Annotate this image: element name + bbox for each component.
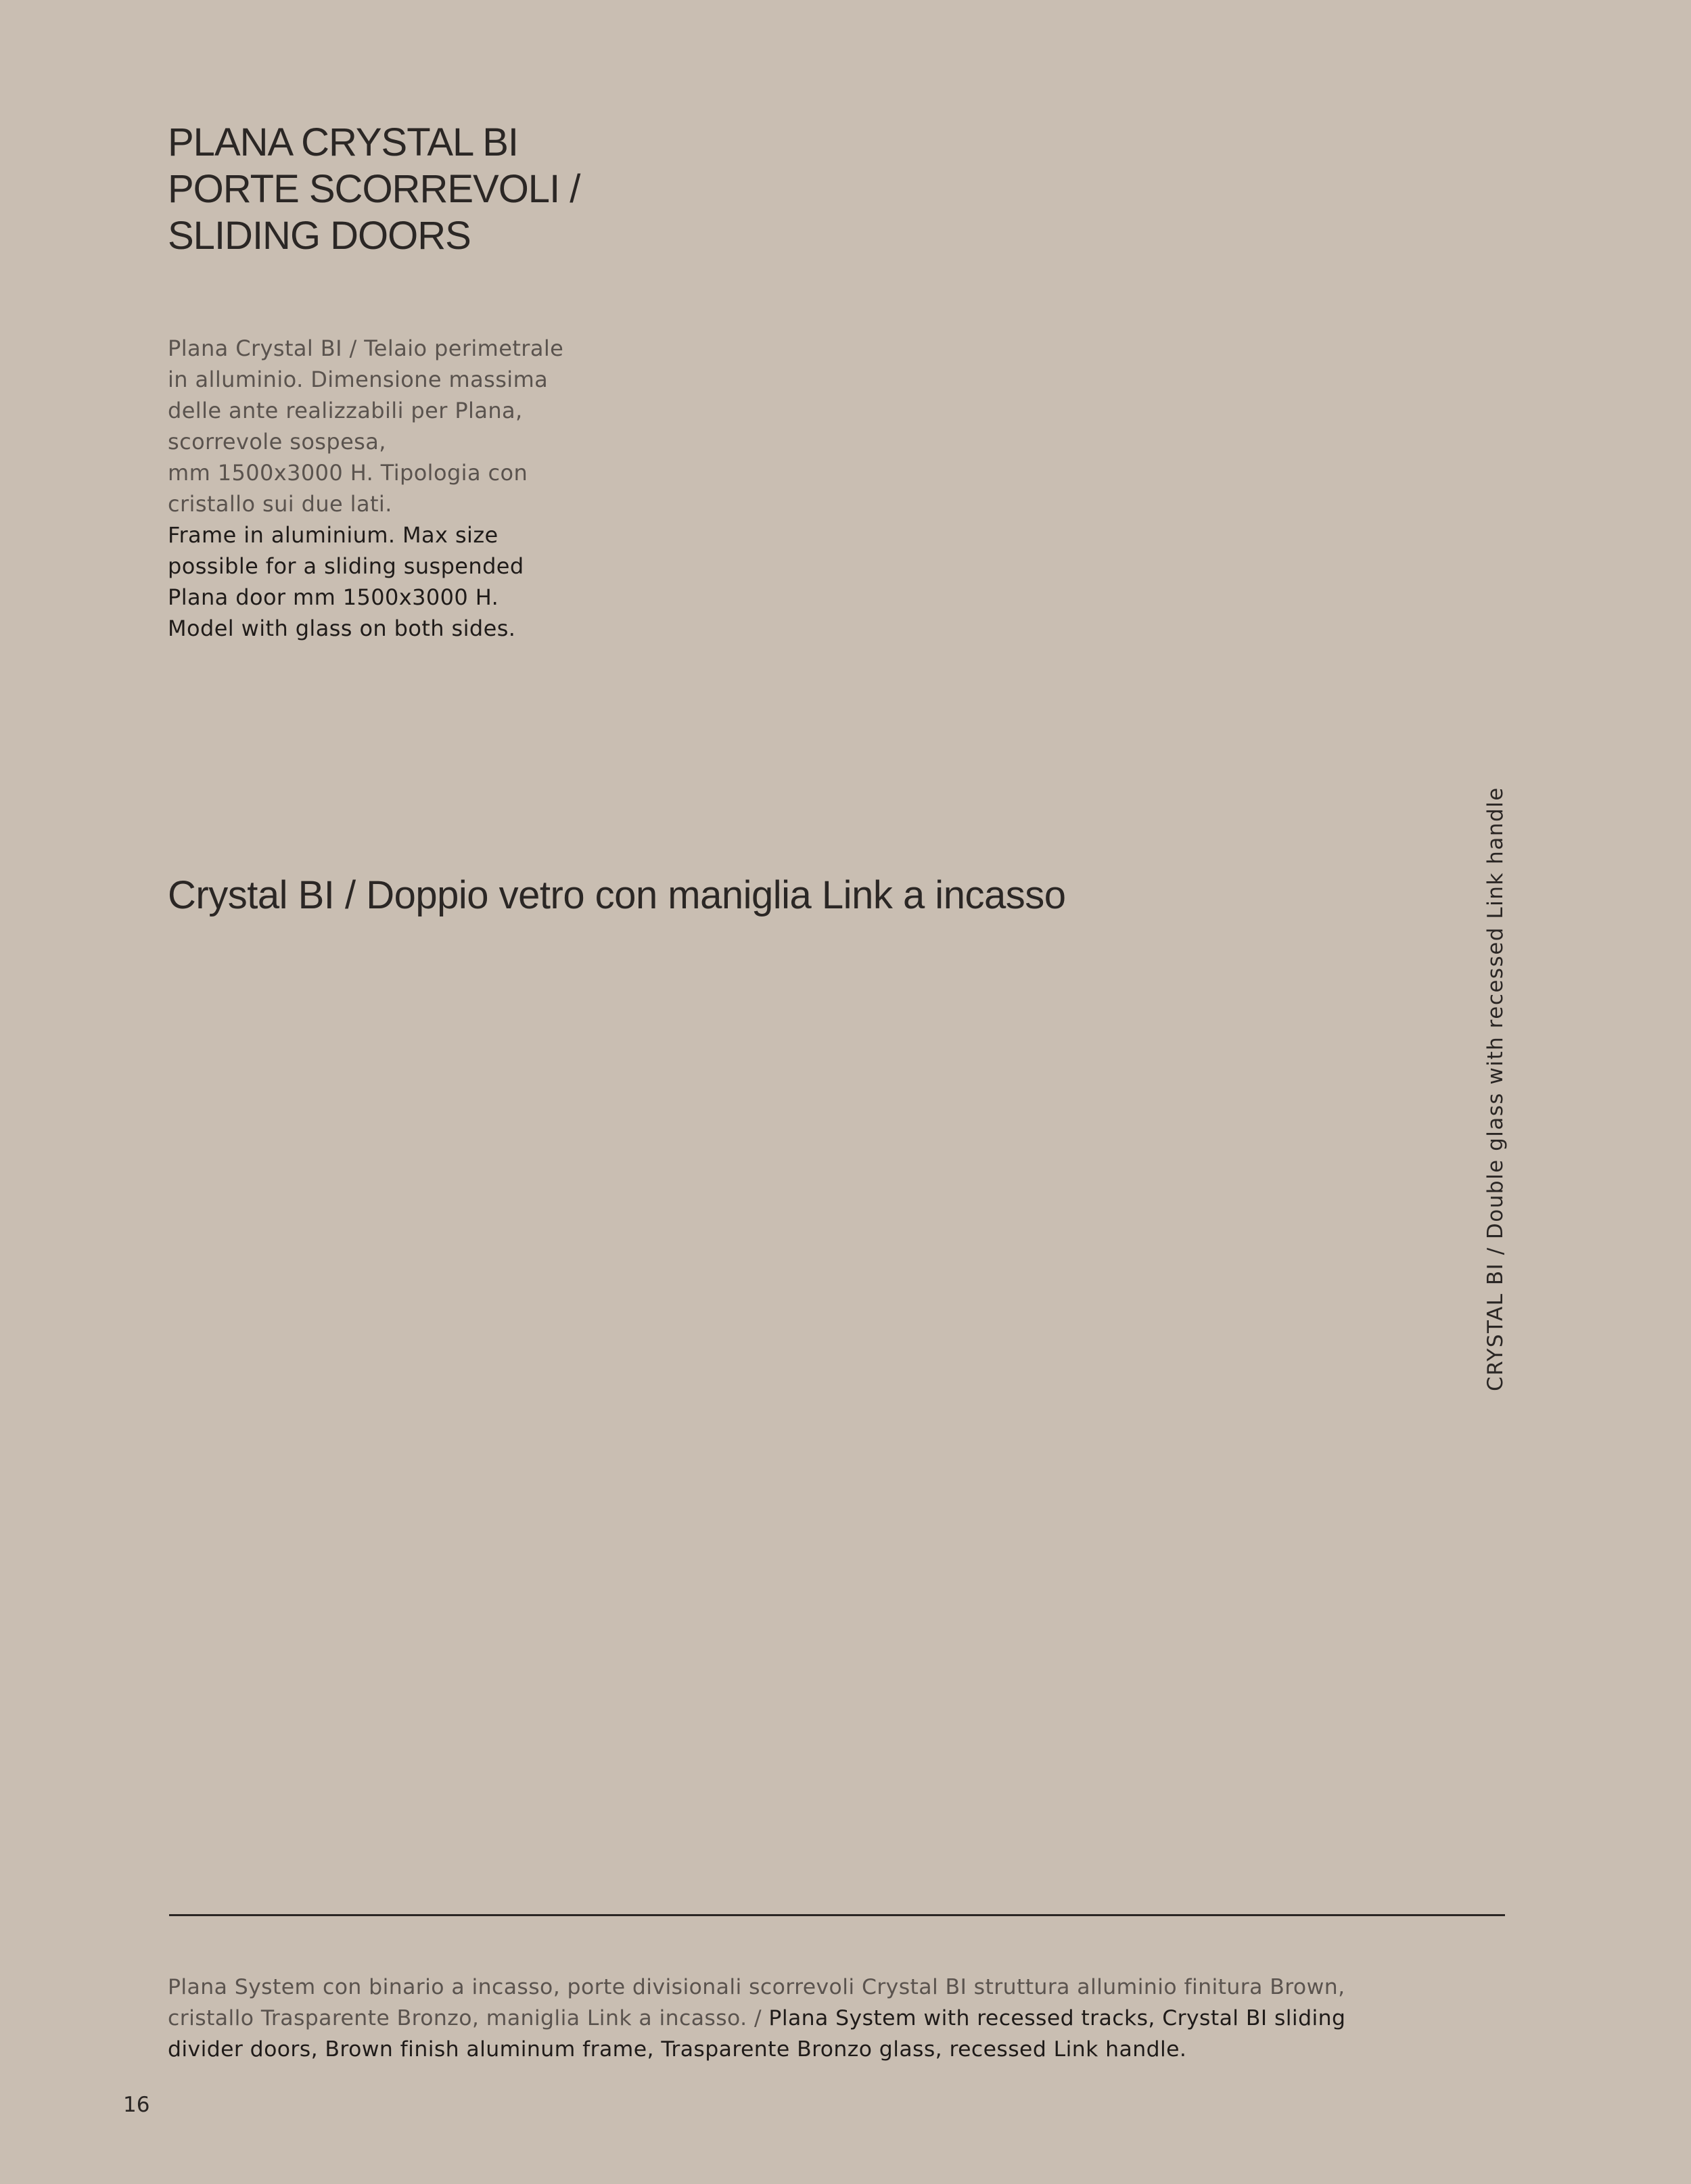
caption-line-2-it: cristallo Trasparente Bronzo, maniglia Link a incasso. / <box>168 2006 769 2030</box>
side-label: CRYSTAL BI / Double glass with recessed Link handle <box>1483 787 1508 1391</box>
description-en-line: Model with glass on both sides. <box>168 615 516 641</box>
description-en-line: possible for a sliding suspended <box>168 553 524 579</box>
caption-line-3: divider doors, Brown finish aluminum frame, Trasparente Bronzo glass, recessed Link handle. <box>168 2037 1187 2062</box>
page-number: 16 <box>123 2093 150 2117</box>
caption-divider <box>169 1914 1505 1916</box>
section-subtitle: Crystal BI / Doppio vetro con maniglia Link a incasso <box>168 873 1066 917</box>
page-title <box>168 119 580 259</box>
description-it-line: in alluminio. Dimensione massima <box>168 367 549 392</box>
side-label-container <box>1472 764 1519 1414</box>
title-line-1: PLANA CRYSTAL BI <box>168 120 519 164</box>
title-line-3: SLIDING DOORS <box>168 214 471 258</box>
caption-line-2-en: Plana System with recessed tracks, Crystal BI sliding <box>768 2006 1346 2030</box>
caption-line-2 <box>168 2003 1514 2034</box>
title-line-2: PORTE SCORREVOLI / <box>168 167 580 211</box>
caption-line-1: Plana System con binario a incasso, porte divisionali scorrevoli Crystal BI struttura alluminio finitura Brown, <box>168 1975 1345 1999</box>
description-en-line: Frame in aluminium. Max size <box>168 522 499 548</box>
description-it-line: cristallo sui due lati. <box>168 491 392 517</box>
photo-caption <box>168 1972 1514 2065</box>
description-it-line: delle ante realizzabili per Plana, <box>168 398 523 423</box>
description-it-line: mm 1500x3000 H. Tipologia con <box>168 460 528 486</box>
description-en-line: Plana door mm 1500x3000 H. <box>168 584 499 610</box>
description-it-line: Plana Crystal BI / Telaio perimetrale <box>168 335 564 361</box>
product-description <box>168 333 655 644</box>
description-it-line: scorrevole sospesa, <box>168 429 386 455</box>
